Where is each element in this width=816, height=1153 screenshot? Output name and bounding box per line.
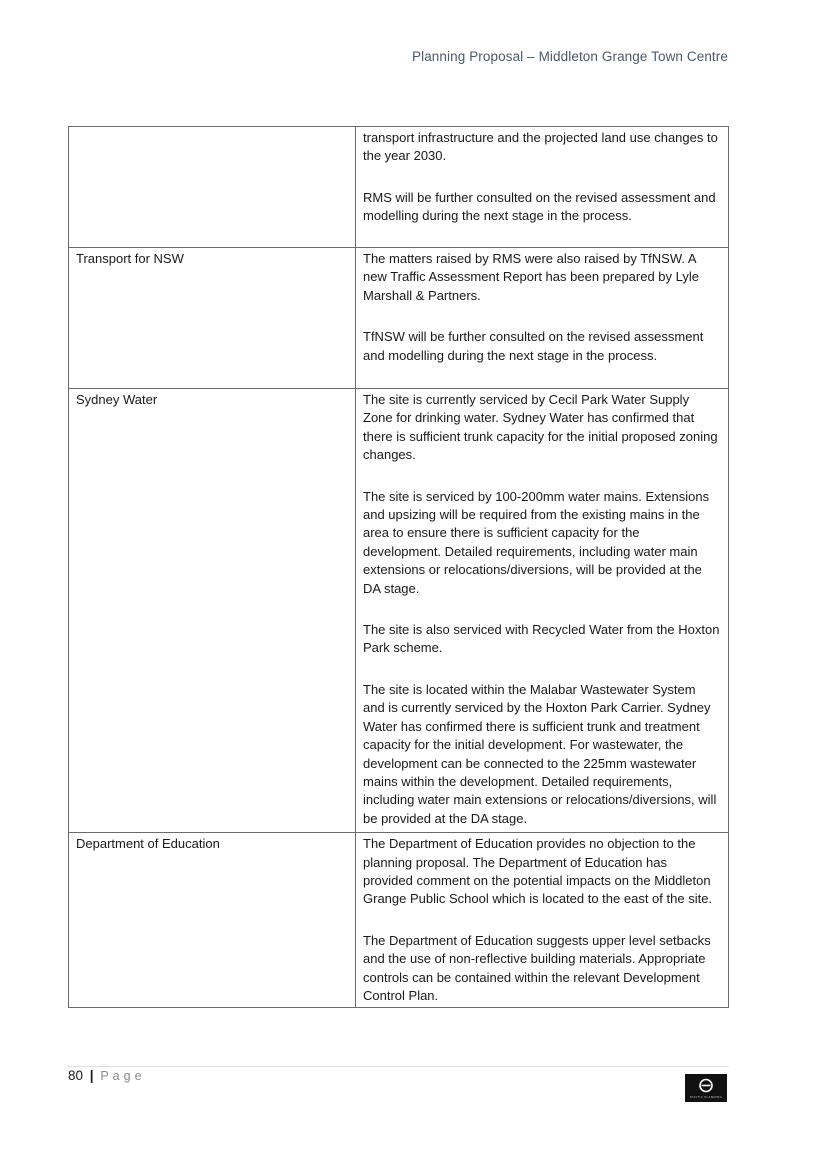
table-row [69,248,729,389]
table-row [69,833,729,1008]
response-paragraph: The Department of Education suggests upper level setbacks and the use of non-reflective building materials. Appropriate controls can be contained within the relevant Development Control Plan. [363,932,711,1003]
response-paragraph: The site is serviced by 100-200mm water mains. Extensions and upsizing will be required from the existing mains in the area to ensure there is sufficient capacity for the development. Detailed requirements, including water main extensions or relocations/diversions, will be provided at the DA stage. [363,488,710,596]
response-paragraph: TfNSW will be further consulted on the revised assessment and modelling during the next stage in the process. [363,329,704,363]
agency-cell [69,127,356,248]
agency-cell: Transport for NSW [69,248,356,389]
response-paragraph: RMS will be further consulted on the revised assessment and modelling during the next stage in the process. [363,189,716,224]
response-paragraph: transport infrastructure and the projected land use changes to the year 2030. [363,130,718,164]
agency-cell: Department of Education [69,833,356,1008]
response-cell [356,248,729,389]
page-separator: | [89,1068,94,1083]
running-header-title: Planning Proposal – Middleton Grange Town Centre [412,49,728,64]
response-paragraph: The site is currently serviced by Cecil Park Water Supply Zone for drinking water. Sydney Water has confirmed that there is sufficient trunk capacity for the initial proposed zoning changes. [363,392,718,463]
page-number-value: 80 [68,1068,84,1083]
response-cell [356,389,729,833]
company-logo [685,1074,727,1102]
response-cell [356,127,729,248]
response-paragraph: The site is also serviced with Recycled Water from the Hoxton Park scheme. [363,622,720,656]
response-paragraph: The matters raised by RMS were also raised by TfNSW. A new Traffic Assessment Report has been prepared by Lyle Marshall & Partners. [363,251,700,303]
page-label: Page [100,1069,146,1083]
response-cell [356,833,729,1008]
table-row [69,127,729,248]
logo-wordmark: PACIFIC PLANNING [689,1095,723,1099]
response-paragraph: The site is located within the Malabar Wastewater System and is currently serviced by the Hoxton Park Carrier. Sydney Water has confirmed there is sufficient trunk and treatment capacity for the initial development. For wastewater, the development can be connected to the 225mm wastewater mains within the development. Detailed requirements, including water main extensions or relocations/diversions, will be provided at the DA stage. [363,681,717,826]
response-paragraph: The Department of Education provides no objection to the planning proposal. The Department of Education has provided comment on the potential impacts on the Middleton Grange Public School which is located to the east of the site. [363,836,713,907]
table-row [69,389,729,833]
consultation-table [68,126,729,1008]
agency-cell: Sydney Water [69,389,356,833]
page-number [68,1068,146,1083]
footer-divider [68,1066,729,1067]
